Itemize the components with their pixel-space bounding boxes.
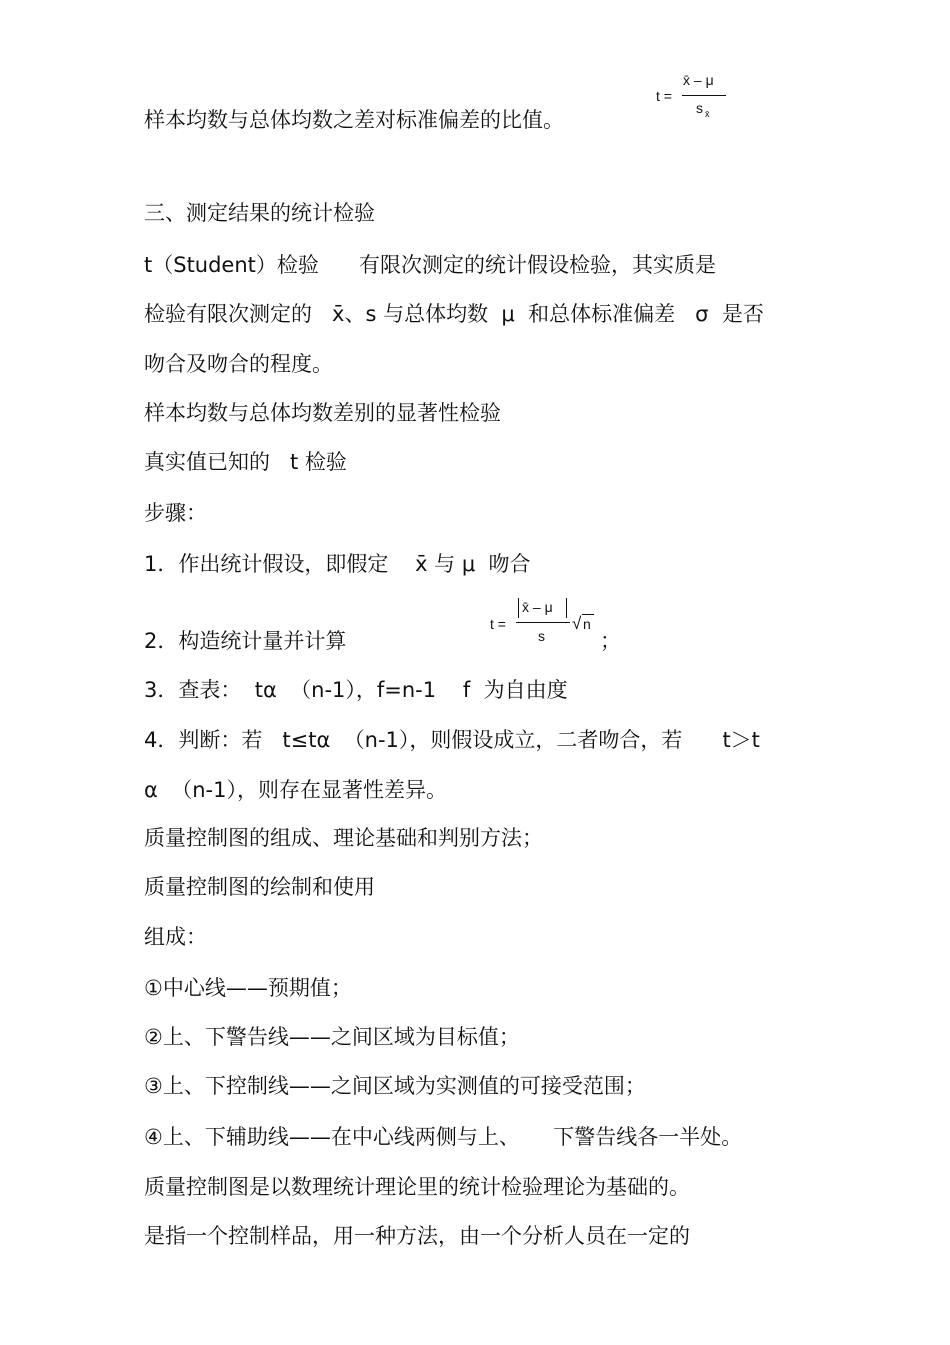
- text-line-1: 样本均数与总体均数之差对标准偏差的比值。: [144, 108, 564, 132]
- list-item-1: ①中心线——预期值；: [144, 976, 352, 1000]
- formula2-denominator: s: [538, 628, 545, 644]
- step-4-continued: α （n-1），则存在显著性差异。: [144, 778, 447, 802]
- formula2-abs-left: [518, 598, 519, 618]
- step-1-end: x̄ 与 μ 吻合: [415, 552, 531, 576]
- list-item-4: ④上、下辅助线——在中心线两侧与上、 下警告线各一半处。: [144, 1125, 743, 1149]
- formula2-fraction-bar: [516, 622, 570, 623]
- step-3: 3．查表： tα （n-1），f=n-1 f 为自由度: [144, 678, 568, 702]
- list-item-3: ③上、下控制线——之间区域为实测值的可接受范围；: [144, 1074, 646, 1098]
- formula2-root-bar: [582, 614, 594, 615]
- formula1-denominator-subscript: x̄: [705, 109, 710, 119]
- formula2-root-sign: √: [572, 614, 582, 633]
- text-line-5: 吻合及吻合的程度。: [144, 352, 333, 376]
- text-line-21: 质量控制图是以数理统计理论里的统计检验理论为基础的。: [144, 1175, 690, 1199]
- step-1-start: 1．作出统计假设，即假定: [144, 552, 416, 576]
- formula2-radicand: n: [583, 616, 591, 632]
- formula-t-definition: [656, 68, 746, 130]
- text-line-16: 组成：: [144, 925, 207, 949]
- section-heading: 三、测定结果的统计检验: [144, 201, 375, 225]
- formula1-fraction-bar: [682, 95, 726, 96]
- step-2: 2．构造统计量并计算: [144, 629, 347, 653]
- text-line-4: [144, 300, 764, 328]
- list-item-2: ②上、下警告线——之间区域为目标值；: [144, 1025, 520, 1049]
- formula2-lhs: t =: [490, 616, 506, 632]
- text-line-6: 样本均数与总体均数差别的显著性检验: [144, 401, 501, 425]
- formula1-lhs: t =: [656, 88, 672, 104]
- formula2-numerator: x̄ – μ: [522, 599, 553, 615]
- text-line-4-start: 检验有限次测定的: [144, 302, 333, 326]
- text-line-22: 是指一个控制样品，用一种方法，由一个分析人员在一定的: [144, 1224, 690, 1248]
- step-4: 4．判断：若 t≤tα （n-1），则假设成立，二者吻合，若 t＞t: [144, 728, 760, 752]
- formula-t-statistic: [490, 594, 610, 650]
- step-1: [144, 550, 531, 578]
- text-line-8: 步骤：: [144, 501, 207, 525]
- step-2-semicolon: ；: [600, 629, 621, 653]
- text-line-4-end: x̄、s 与总体均数 μ 和总体标准偏差 σ 是否: [332, 302, 764, 326]
- text-line-7: 真实值已知的 t 检验: [144, 450, 347, 474]
- formula1-numerator: x̄ – μ: [683, 72, 714, 88]
- text-line-14: 质量控制图的组成、理论基础和判别方法；: [144, 826, 543, 850]
- text-line-3: t（Student）检验 有限次测定的统计假设检验，其实质是: [144, 253, 716, 277]
- text-line-15: 质量控制图的绘制和使用: [144, 875, 375, 899]
- formula2-abs-right: [566, 598, 567, 618]
- formula1-denominator: s: [696, 100, 703, 116]
